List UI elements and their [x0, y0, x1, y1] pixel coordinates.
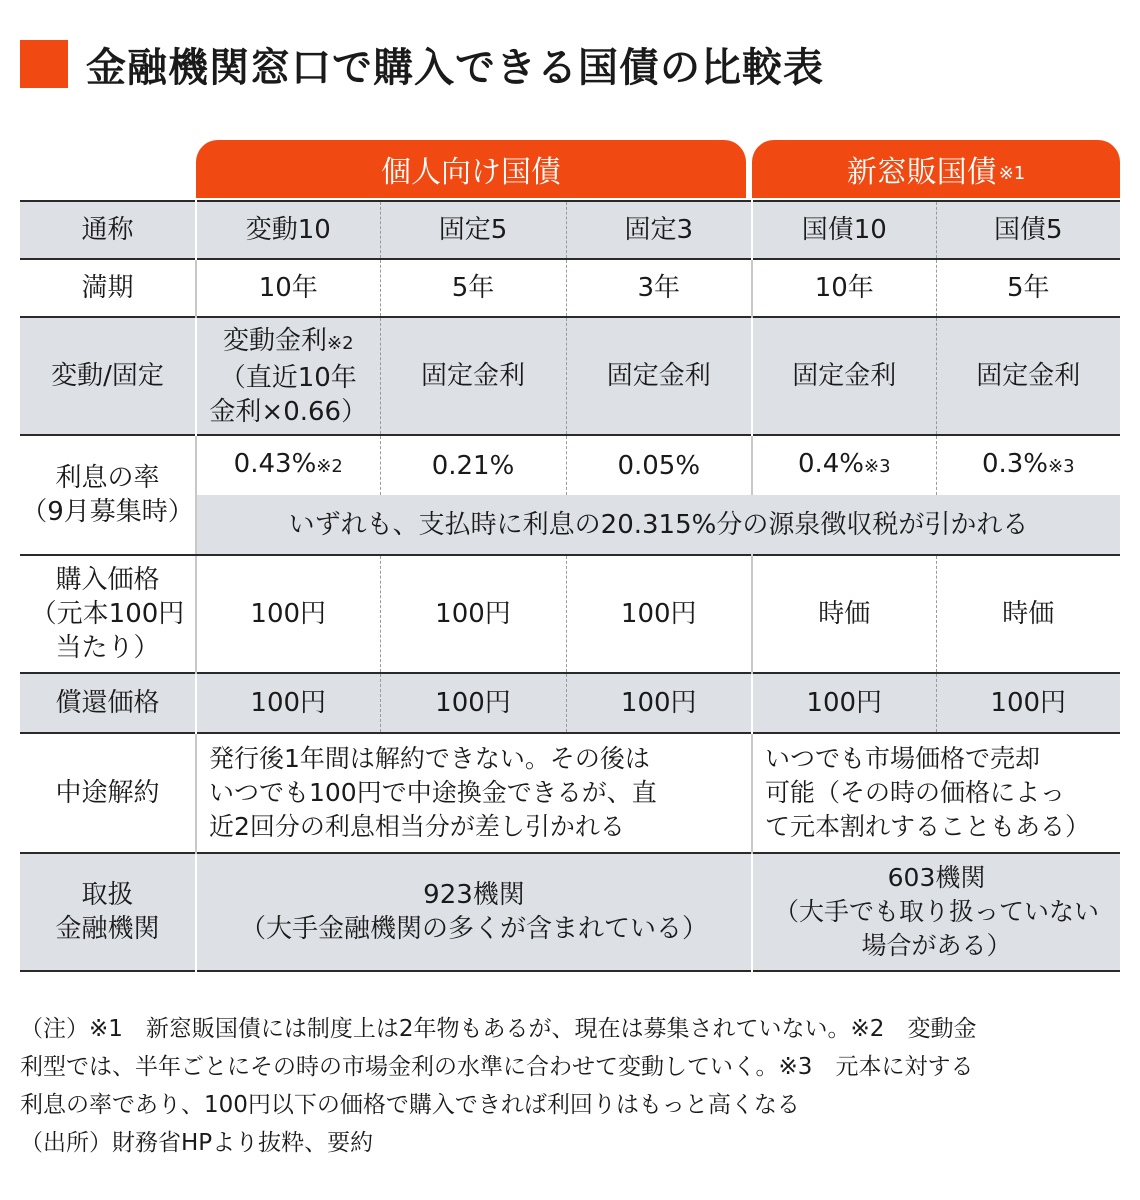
note-line: 利型では、半年ごとにその時の市場金利の水準に合わせて変動していく。※3 元本に対する — [20, 1054, 974, 1080]
source-line: （出所）財務省HPより抜粋、要約 — [20, 1130, 374, 1156]
cell-line: いつでも100円で中途換金できるが、直 — [209, 778, 657, 807]
comparison-table — [20, 200, 1120, 972]
rate-value: 0.05% — [617, 450, 701, 481]
cell: 固定金利 — [566, 317, 752, 435]
header-retail-label: 個人向け国債 — [381, 155, 561, 190]
cell: 時価 — [936, 555, 1120, 673]
cell: 100円 — [936, 673, 1120, 733]
cell — [566, 435, 752, 495]
note-line: 利息の率であり、100円以下の価格で購入できれば利回りはもっと高くなる — [20, 1092, 800, 1118]
cell — [196, 435, 380, 495]
label-line: 当たり） — [55, 633, 160, 663]
cell-line: 発行後1年間は解約できない。その後は — [209, 744, 650, 773]
cell-line: 場合がある） — [861, 931, 1012, 960]
row-label — [20, 435, 196, 555]
cell-line: 可能（その時の価格によっ — [765, 778, 1066, 807]
cell-new-institutions — [752, 853, 1120, 971]
cell-variable-rate — [196, 317, 380, 435]
cell: 国債5 — [936, 201, 1120, 259]
row-rate-type — [20, 317, 1120, 435]
cell: 固定3 — [566, 201, 752, 259]
row-label: 満期 — [20, 259, 196, 317]
cell-line: 923機関 — [423, 880, 525, 910]
footnotes — [20, 1010, 1130, 1162]
cell-retail-institutions — [196, 853, 752, 971]
label-line: （元本100円 — [30, 599, 185, 629]
label-line: 購入価格 — [55, 565, 160, 595]
row-early-redemption — [20, 733, 1120, 853]
cell: 10年 — [752, 259, 936, 317]
cell: 固定5 — [380, 201, 566, 259]
rate-value: 0.3% — [981, 449, 1048, 479]
cell: 国債10 — [752, 201, 936, 259]
header-retail-bonds — [196, 140, 746, 198]
cell-line: いつでも市場価格で売却 — [765, 744, 1041, 773]
cell: 時価 — [752, 555, 936, 673]
rate-value: 0.21% — [431, 450, 515, 481]
cell-line: （大手でも取り扱っていない — [773, 897, 1099, 926]
row-interest-rate — [20, 435, 1120, 495]
row-label — [20, 853, 196, 971]
cell: 固定金利 — [752, 317, 936, 435]
header-new-label: 新窓販国債 — [846, 155, 997, 190]
label-line: 利息の率 — [55, 463, 160, 493]
row-label: 中途解約 — [20, 733, 196, 853]
cell-line: 近2回分の利息相当分が差し引かれる — [209, 812, 625, 841]
cell: 10年 — [196, 259, 380, 317]
cell: 100円 — [566, 555, 752, 673]
rate-value: 0.4% — [797, 449, 864, 479]
cell: 100円 — [380, 673, 566, 733]
row-label: 通称 — [20, 201, 196, 259]
tax-note: いずれも、支払時に利息の20.315%分の源泉徴収税が引かれる — [196, 495, 1120, 555]
footnote-mark: ※3 — [1048, 456, 1075, 477]
cell-line: （直近10年 — [219, 362, 357, 393]
cell — [936, 435, 1120, 495]
cell-line: 603機関 — [887, 863, 986, 892]
cell-line: 金利×0.66） — [209, 396, 368, 427]
cell-line: 変動金利 — [222, 325, 327, 356]
row-label: 変動/固定 — [20, 317, 196, 435]
cell: 変動10 — [196, 201, 380, 259]
cell: 100円 — [566, 673, 752, 733]
cell: 5年 — [380, 259, 566, 317]
cell-new-early — [752, 733, 1120, 853]
row-label: 償還価格 — [20, 673, 196, 733]
row-maturity — [20, 259, 1120, 317]
cell-line: て元本割れすることもある） — [765, 812, 1091, 841]
footnote-mark: ※2 — [326, 332, 354, 354]
title-area — [20, 38, 824, 90]
cell — [380, 435, 566, 495]
page-title: 金融機関窓口で購入できる国債の比較表 — [86, 44, 824, 91]
footnote-mark: ※2 — [316, 456, 343, 477]
rate-value: 0.43% — [233, 449, 317, 479]
row-purchase-price — [20, 555, 1120, 673]
cell: 100円 — [196, 673, 380, 733]
header-new-bonds — [752, 140, 1120, 198]
row-institutions — [20, 853, 1120, 971]
cell: 3年 — [566, 259, 752, 317]
cell-line: （大手金融機関の多くが含まれている） — [239, 914, 708, 944]
cell-retail-early — [196, 733, 752, 853]
label-line: 取扱 — [81, 880, 134, 910]
note-line: （注）※1 新窓販国債には制度上は2年物もあるが、現在は募集されていない。※2 変動金 — [20, 1016, 977, 1042]
cell: 100円 — [380, 555, 566, 673]
row-name — [20, 201, 1120, 259]
cell: 5年 — [936, 259, 1120, 317]
row-redemption-price — [20, 673, 1120, 733]
title-marker — [20, 40, 68, 88]
label-line: （9月募集時） — [21, 497, 194, 527]
row-label — [20, 555, 196, 673]
cell: 100円 — [196, 555, 380, 673]
label-line: 金融機関 — [55, 914, 160, 944]
cell: 100円 — [752, 673, 936, 733]
header-new-note: ※1 — [998, 162, 1026, 184]
cell: 固定金利 — [380, 317, 566, 435]
footnote-mark: ※3 — [864, 456, 891, 477]
cell — [752, 435, 936, 495]
cell: 固定金利 — [936, 317, 1120, 435]
